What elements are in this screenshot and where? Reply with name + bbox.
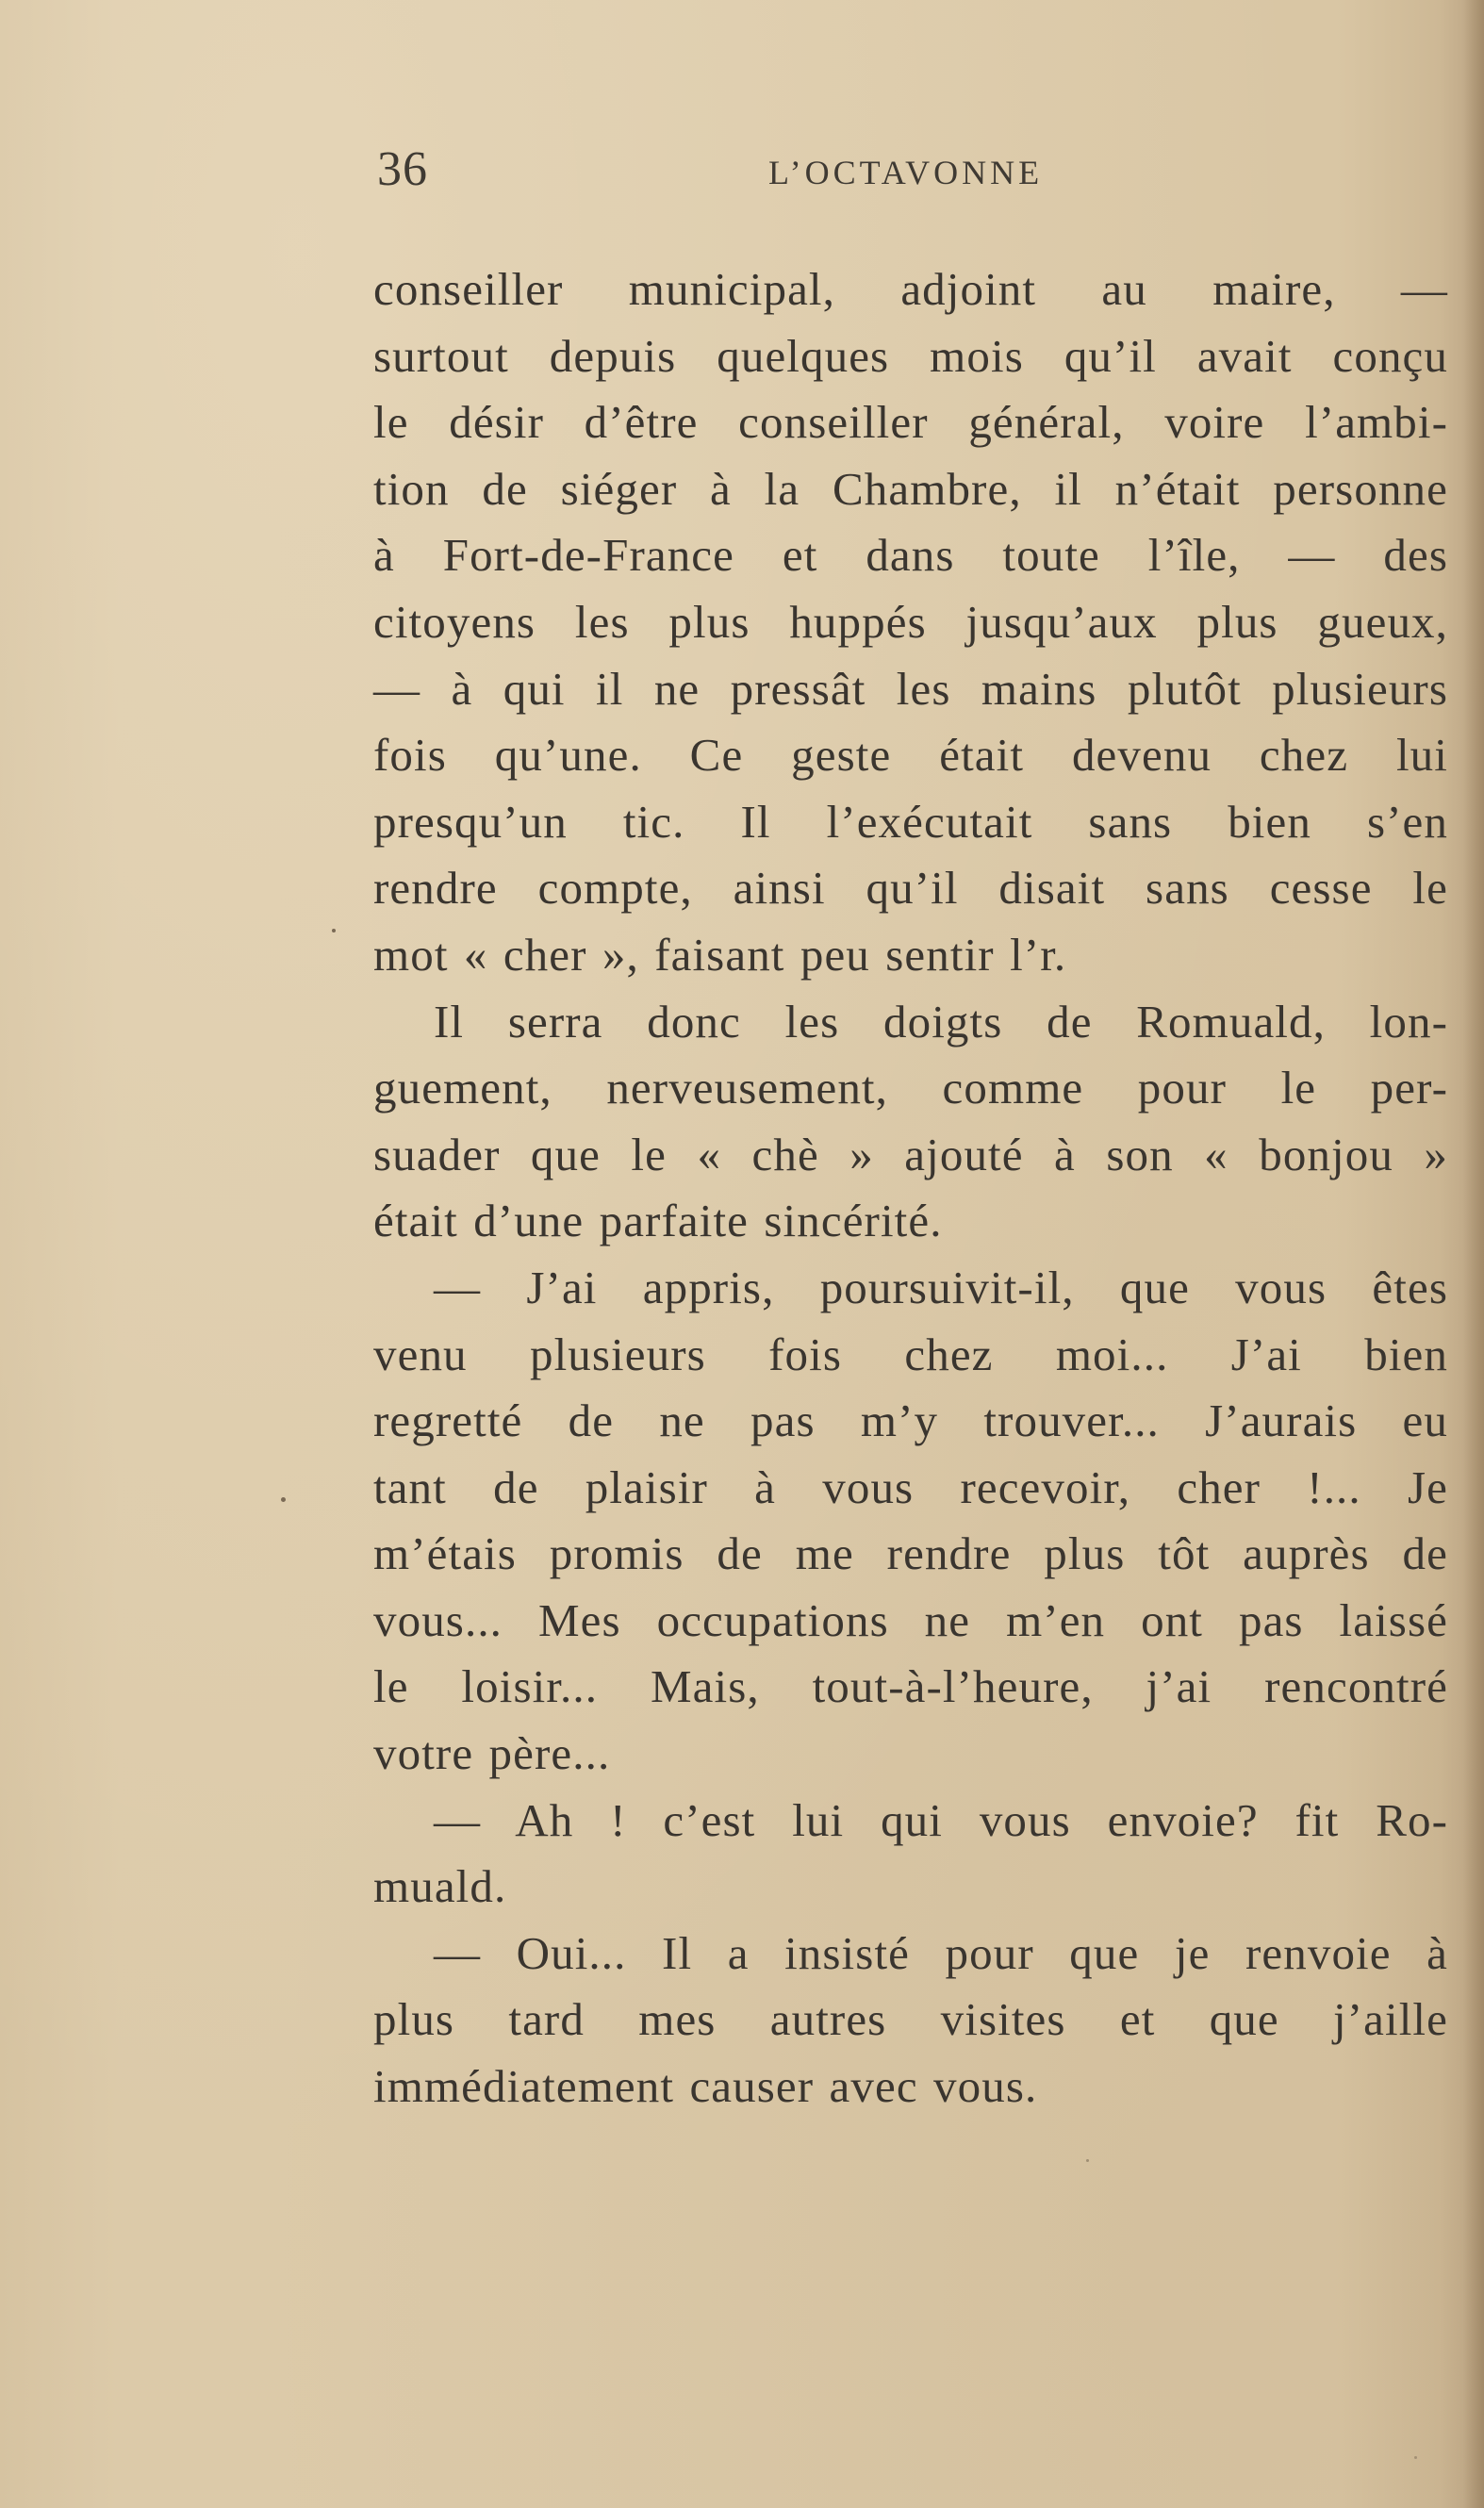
text-line: tant de plaisir à vous recevoir, cher !... Je (373, 1460, 1448, 1513)
text-line: muald. (373, 1860, 507, 1913)
text-line: à Fort-de-France et dans toute l’île, — des (373, 529, 1448, 582)
text-line: venu plusieurs fois chez moi... J’ai bien (373, 1328, 1448, 1380)
paper-speck (281, 1497, 286, 1502)
text-line: votre père... (373, 1727, 611, 1780)
text-line: suader que le « chè » ajouté à son « bonjou » (373, 1128, 1448, 1180)
running-title: L’OCTAVONNE (768, 154, 1044, 191)
body-text (373, 256, 1448, 2120)
text-line: fois qu’une. Ce geste était devenu chez lui (373, 729, 1448, 782)
paper-speck (332, 929, 336, 932)
page-header (377, 141, 1443, 217)
text-line: tion de siéger à la Chambre, il n’était personne (373, 462, 1448, 515)
text-line: le loisir... Mais, tout-à-l’heure, j’ai rencontré (373, 1660, 1448, 1713)
text-line: — Oui... Il a insisté pour que je renvoie à (434, 1926, 1448, 1979)
text-line: citoyens les plus huppés jusqu’aux plus gueux, (373, 595, 1448, 648)
text-line: plus tard mes autres visites et que j’aille (373, 1993, 1448, 2046)
text-line: — à qui il ne pressât les mains plutôt plusieurs (373, 662, 1448, 715)
text-line: vous... Mes occupations ne m’en ont pas laissé (373, 1593, 1448, 1646)
page-number: 36 (377, 142, 428, 196)
text-line: rendre compte, ainsi qu’il disait sans cesse le (373, 862, 1448, 915)
page-edge-shadow (1463, 0, 1484, 2508)
paper-speck (1414, 2456, 1417, 2459)
text-line: — J’ai appris, poursuivit-il, que vous êtes (434, 1261, 1448, 1313)
text-line: immédiatement causer avec vous. (373, 2060, 1038, 2113)
text-line: conseiller municipal, adjoint au maire, — (373, 263, 1448, 315)
text-line: m’étais promis de me rendre plus tôt auprès de (373, 1527, 1448, 1580)
text-line: surtout depuis quelques mois qu’il avait conçu (373, 329, 1448, 382)
text-line: mot « cher », faisant peu sentir l’r. (373, 928, 1067, 981)
text-line: regretté de ne pas m’y trouver... J’aurais eu (373, 1394, 1448, 1447)
text-line: guement, nerveusement, comme pour le per- (373, 1062, 1448, 1114)
paper-speck (1086, 2159, 1089, 2162)
text-line: le désir d’être conseiller général, voire l’ambi- (373, 396, 1448, 449)
text-line: presqu’un tic. Il l’exécutait sans bien s’en (373, 795, 1448, 848)
text-line: — Ah ! c’est lui qui vous envoie? fit Ro- (434, 1793, 1448, 1846)
text-line: était d’une parfaite sincérité. (373, 1195, 943, 1247)
text-line: Il serra donc les doigts de Romuald, lon- (434, 995, 1448, 1048)
